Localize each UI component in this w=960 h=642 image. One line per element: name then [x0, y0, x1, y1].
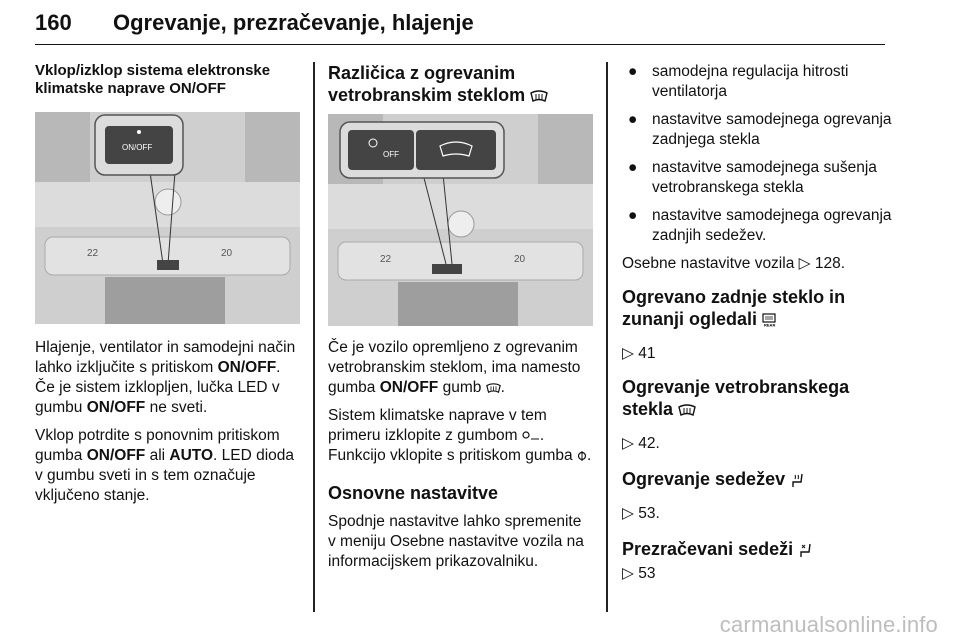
svg-text:REAR: REAR [764, 322, 776, 328]
list-item: ● samodejna regulacija hitrosti ventilatorja [628, 63, 849, 100]
fan-icon [577, 450, 587, 462]
paragraph-basic-settings: Spodnje nastavitve lahko spremenite v meniju Osebne nastavitve vozila na informacijskem prikazovalniku. [328, 513, 584, 570]
dashboard-illustration [35, 112, 300, 324]
page-ref-icon: ▷ [622, 565, 634, 582]
dashboard-illustration [328, 114, 593, 326]
list-item: ● nastavitve samodejnega ogrevanja zadnjih sedežev. [628, 207, 892, 244]
list-item: ● nastavitve samodejnega sušenja vetrobranskega stekla [628, 159, 877, 196]
page-ref-icon: ▷ [622, 505, 634, 522]
ref-rear-window: ▷ 41 [622, 345, 656, 362]
paragraph-personal-settings: Osebne nastavitve vozila ▷ 128. [622, 255, 846, 272]
heading-seat-ventilation: Prezračevani sedeži [622, 538, 892, 560]
page-ref-icon: ▷ [622, 345, 634, 362]
rear-window-heat-icon [762, 313, 776, 327]
page-ref-icon: ▷ [798, 255, 811, 272]
paragraph-on-off-2: Vklop potrdite s ponovnim pritiskom gumba ON/OFF ali AUTO. LED dioda v gumbu sveti in s tem označuje vključeno stanje. [35, 427, 295, 504]
page-ref-icon: ▷ [622, 435, 634, 452]
list-item: ● nastavitve samodejnega ogrevanja zadnjega stekla [628, 111, 892, 148]
temp-left-label: 22 [380, 254, 392, 265]
section-heading-basic-settings: Osnovne nastavitve [328, 483, 499, 503]
page-number: 160 [35, 10, 72, 35]
ref-windscreen: ▷ 42. [622, 435, 660, 452]
page-header [35, 4, 885, 45]
seat-heat-icon [790, 472, 804, 488]
column-divider [606, 62, 608, 612]
page-title: Ogrevanje, prezračevanje, hlajenje [113, 10, 474, 35]
paragraph-windscreen-1: Če je vozilo opremljeno z ogrevanim vetrobranskim steklom, ima namesto gumba ON/OFF gumb . [328, 339, 581, 396]
section-heading-heated-windscreen: Različica z ogrevanim vetrobranskim steklom [328, 62, 563, 106]
temp-left-label: 22 [87, 248, 99, 259]
windscreen-heat-icon [530, 90, 548, 102]
heading-rear-window: Ogrevano zadnje steklo in zunanji ogledali REAR [622, 287, 846, 329]
watermark: carmanualsonline.info [719, 612, 938, 637]
fan-off-icon [522, 430, 540, 442]
windscreen-heat-icon [678, 404, 696, 416]
heading-seat-heating: Ogrevanje sedežev [622, 468, 892, 490]
figure-on-off-panel [35, 112, 300, 324]
figure-windscreen-panel [328, 114, 593, 326]
windscreen-heat-icon [486, 383, 501, 393]
paragraph-windscreen-2: Sistem klimatske naprave v tem primeru izklopite z gumbom . Funkcijo vklopite s pritiskom gumba . [328, 407, 592, 464]
on-off-button-label: ON/OFF [122, 143, 153, 152]
column-3 [622, 62, 892, 584]
temp-right-label: 20 [514, 254, 526, 265]
seat-ventilation-icon [798, 542, 812, 558]
column-divider [313, 62, 315, 612]
ref-seat-ventilation: ▷ 53 [622, 565, 656, 582]
column-1 [35, 62, 300, 506]
off-button-label: OFF [383, 150, 399, 159]
column-2 [328, 62, 593, 572]
ref-seat-heating: ▷ 53. [622, 505, 660, 522]
temp-right-label: 20 [221, 248, 233, 259]
section-heading-on-off: Vklop/izklop sistema elektronske klimatske naprave ON/OFF [35, 62, 271, 97]
paragraph-on-off-1: Hlajenje, ventilator in samodejni način lahko izključite s pritiskom ON/OFF. Če je sistem izklopljen, lučka LED v gumbu ON/OFF ne sveti. [35, 339, 296, 416]
heading-windscreen: Ogrevanje vetrobranskega stekla [622, 377, 850, 419]
